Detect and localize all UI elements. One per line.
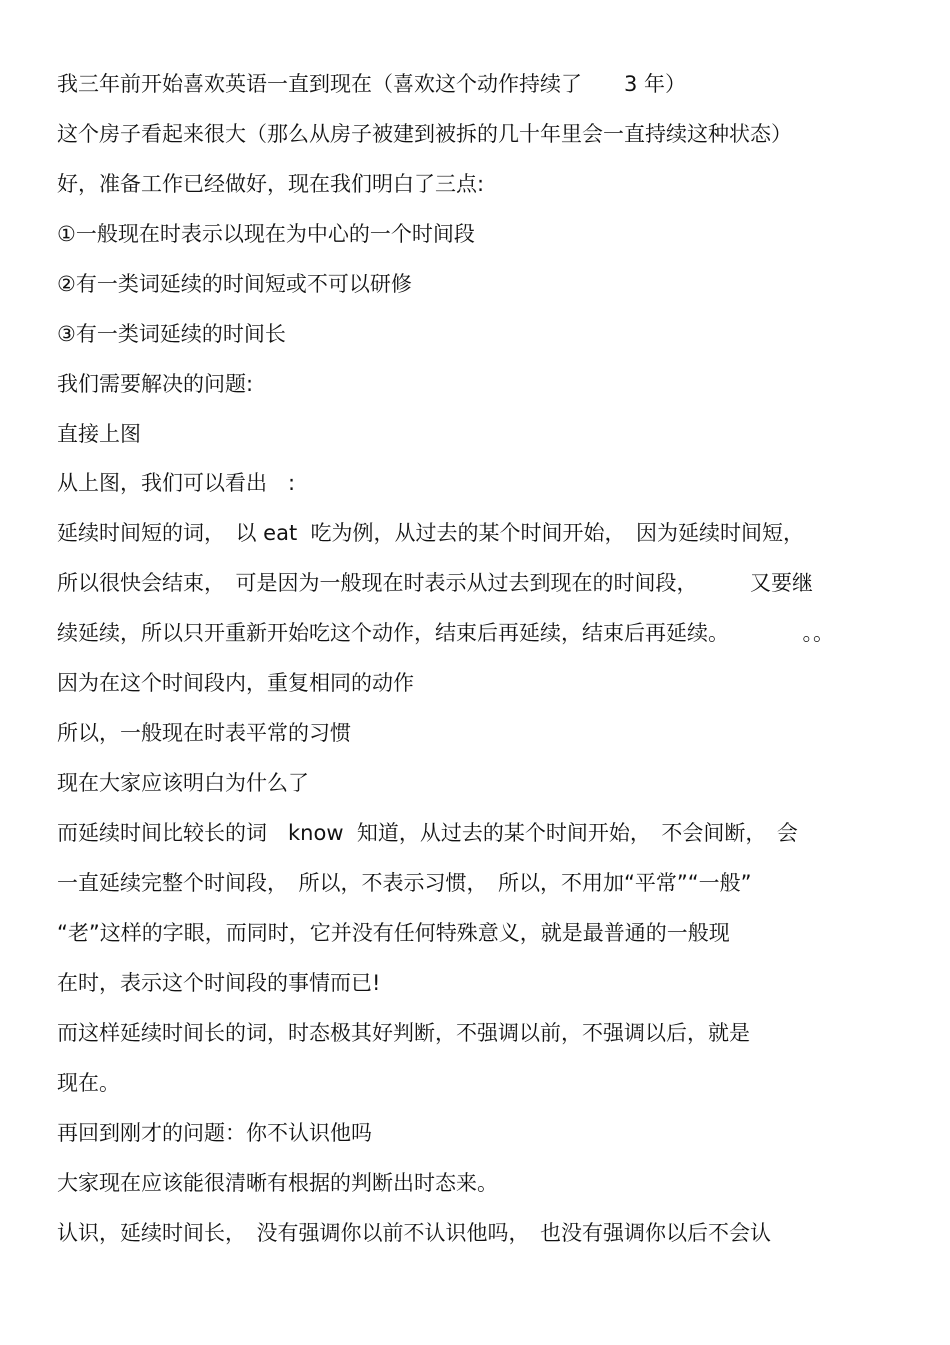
text-line-17: 一直延续完整个时间段， 所以，不表示习惯， 所以，不用加“平常”“一般” [57,871,752,895]
text-line-2: 这个房子看起来很大（那么从房子被建到被拆的几十年里会一直持续这种状态） [57,122,792,146]
text-line-14: 所以，一般现在时表平常的习惯 [57,721,351,745]
text-line-5: ②有一类词延续的时间短或不可以研修 [57,272,412,296]
text-line-23: 大家现在应该能很清晰有根据的判断出时态来。 [57,1171,498,1195]
text-line-15: 现在大家应该明白为什么了 [57,771,309,795]
text-line-21: 现在。 [57,1071,120,1095]
text-line-7: 我们需要解决的问题: [57,372,254,396]
text-line-8: 直接上图 [57,422,141,446]
text-line-3: 好，准备工作已经做好，现在我们明白了三点: [57,172,485,196]
text-line-24: 认识，延续时间长， 没有强调你以前不认识他吗， 也没有强调你以后不会认 [57,1221,771,1245]
text-line-13: 因为在这个时间段内，重复相同的动作 [57,671,414,695]
text-line-10: 延续时间短的词， 以 eat 吃为例，从过去的某个时间开始， 因为延续时间短， [57,521,805,545]
text-line-1: 我三年前开始喜欢英语一直到现在（喜欢这个动作持续了 3 年） [57,72,687,96]
text-line-9: 从上图，我们可以看出 : [57,471,296,495]
text-line-19: 在时，表示这个时间段的事情而已! [57,971,381,995]
text-line-20: 而这样延续时间长的词，时态极其好判断，不强调以前，不强调以后，就是 [57,1021,750,1045]
text-line-18: “老”这样的字眼，而同时，它并没有任何特殊意义，就是最普通的一般现 [57,921,730,945]
text-line-11: 所以很快会结束， 可是因为一般现在时表示从过去到现在的时间段， 又要继 [57,571,813,595]
text-line-6: ③有一类词延续的时间长 [57,322,286,346]
text-line-12: 续延续，所以只开重新开始吃这个动作，结束后再延续，结束后再延续。 。。 [57,621,834,645]
text-line-4: ①一般现在时表示以现在为中心的一个时间段 [57,222,475,246]
text-line-16: 而延续时间比较长的词 know 知道，从过去的某个时间开始， 不会间断， 会 [57,821,798,845]
text-line-22: 再回到刚才的问题：你不认识他吗 [57,1121,372,1145]
